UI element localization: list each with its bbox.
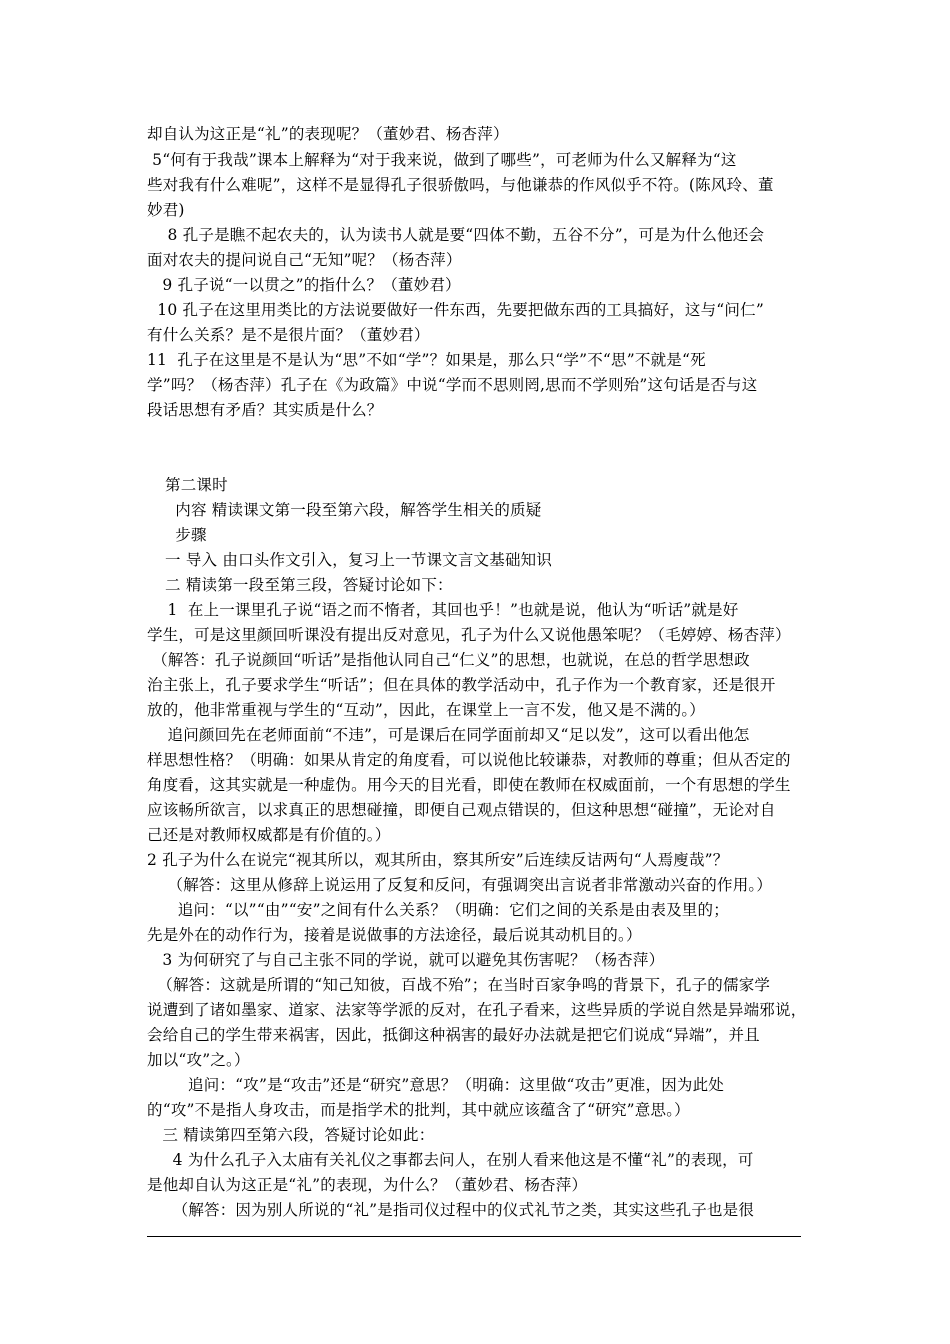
text-line: 1 在上一课里孔子说“语之而不惰者，其回也乎！”也就是说，他认为“听话”就是好 bbox=[147, 601, 739, 619]
text-line: 有什么关系？是不是很片面？（董妙君） bbox=[147, 326, 430, 344]
text-line: 加以“攻”之。） bbox=[147, 1051, 250, 1069]
text-line: 二 精读第一段至第三段，答疑讨论如下： bbox=[165, 576, 453, 594]
text-line: 步骤 bbox=[165, 526, 207, 544]
text-line: 些对我有什么难呢”，这样不是显得孔子很骄傲吗，与他谦恭的作风似乎不符。(陈风玲、董 bbox=[147, 176, 774, 194]
section-heading: 第二课时 bbox=[165, 476, 228, 494]
text-line: 追问：“以”“由”“安”之间有什么关系？（明确：它们之间的关系是由表及里的； bbox=[147, 901, 729, 919]
text-line: 段话思想有矛盾？其实质是什么？ bbox=[147, 401, 383, 419]
text-line: 面对农夫的提问说自己“无知”呢？（杨杏萍） bbox=[147, 251, 462, 269]
text-line: 说遭到了诸如墨家、道家、法家等学派的反对，在孔子看来，这些异质的学说自然是异端邪说， bbox=[147, 1001, 807, 1019]
text-line: 8 孔子是瞧不起农夫的，认为读书人就是要“四体不勤，五谷不分”，可是为什么他还会 bbox=[147, 226, 765, 244]
text-line: 会给自己的学生带来祸害，因此，抵御这种祸害的最好办法就是把它们说成“异端”，并且 bbox=[147, 1026, 760, 1044]
text-line: 三 精读第四至第六段，答疑讨论如此： bbox=[147, 1126, 435, 1144]
text-line: 追问：“攻”是“攻击”还是“研究”意思？（明确：这里做“攻击”更准，因为此处 bbox=[147, 1076, 725, 1094]
text-line: （解答：孔子说颜回“听话”是指他认同自己“仁义”的思想，也就说，在总的哲学思想政 bbox=[147, 651, 750, 669]
text-line: 一 导入 由口头作文引入，复习上一节课文言文基础知识 bbox=[165, 551, 553, 569]
text-line: 放的，他非常重视与学生的“互动”，因此，在课堂上一言不发，他又是不满的。） bbox=[147, 701, 706, 719]
text-line: 治主张上，孔子要求学生“听话”；但在具体的教学活动中，孔子作为一个教育家，还是很开 bbox=[147, 676, 776, 694]
text-line: 内容 精读课文第一段至第六段，解答学生相关的质疑 bbox=[165, 501, 542, 519]
text-line: 4 为什么孔子入太庙有关礼仪之事都去问人，在别人看来他这是不懂“礼”的表现，可 bbox=[147, 1151, 754, 1169]
text-line: 妙君) bbox=[147, 201, 185, 219]
text-line: 5“何有于我哉”课本上解释为“对于我来说，做到了哪些”，可老师为什么又解释为“这 bbox=[147, 151, 737, 169]
footer-divider bbox=[147, 1236, 801, 1237]
text-line: 学”吗？（杨杏萍）孔子在《为政篇》中说“学而不思则罔,思而不学则殆”这句话是否与这 bbox=[147, 376, 758, 394]
text-line: 9 孔子说“一以贯之”的指什么？（董妙君） bbox=[147, 276, 461, 294]
text-line: （解答：这就是所谓的“知己知彼，百战不殆”；在当时百家争鸣的背景下，孔子的儒家学 bbox=[147, 976, 771, 994]
text-line: 是他却自认为这正是“礼”的表现，为什么？（董妙君、杨杏萍） bbox=[147, 1176, 588, 1194]
text-line: 应该畅所欲言，以求真正的思想碰撞，即便自己观点错误的，但这种思想“碰撞”，无论对自 bbox=[147, 801, 776, 819]
text-line: 追问颜回先在老师面前“不违”，可是课后在同学面前却又“足以发”，这可以看出他怎 bbox=[147, 726, 750, 744]
text-line: 10 孔子在这里用类比的方法说要做好一件东西，先要把做东西的工具搞好，这与“问仁” bbox=[147, 301, 764, 319]
text-line: 11 孔子在这里是不是认为“思”不如“学”？如果是，那么只“学”不“思”不就是“死 bbox=[147, 351, 706, 369]
text-line: 3 为何研究了与自己主张不同的学说，就可以避免其伤害呢？（杨杏萍） bbox=[147, 951, 665, 969]
text-line: 2 孔子为什么在说完“视其所以，观其所由，察其所安”后连续反诘两句“人焉廋哉”？ bbox=[147, 851, 729, 869]
text-line: 学生，可是这里颜回听课没有提出反对意见，孔子为什么又说他愚笨呢？（毛婷婷、杨杏萍） bbox=[147, 626, 791, 644]
text-line: （解答：这里从修辞上说运用了反复和反问，有强调突出言说者非常激动兴奋的作用。） bbox=[147, 876, 773, 894]
text-line: 的“攻”不是指人身攻击，而是指学术的批判，其中就应该蕴含了“研究”意思。） bbox=[147, 1101, 690, 1119]
text-line: 己还是对教师权威都是有价值的。） bbox=[147, 826, 391, 844]
text-line: 角度看，这其实就是一种虚伪。用今天的目光看，即使在教师在权威面前，一个有思想的学生 bbox=[147, 776, 791, 794]
text-line: 却自认为这正是“礼”的表现呢？（董妙君、杨杏萍） bbox=[147, 125, 509, 143]
text-line: 先是外在的动作行为，接着是说做事的方法途径，最后说其动机目的。） bbox=[147, 926, 642, 944]
text-line: （解答：因为别人所说的“礼”是指司仪过程中的仪式礼节之类，其实这些孔子也是很 bbox=[147, 1201, 755, 1219]
text-line: 样思想性格？（明确：如果从肯定的角度看，可以说他比较谦恭，对教师的尊重；但从否定的 bbox=[147, 751, 791, 769]
